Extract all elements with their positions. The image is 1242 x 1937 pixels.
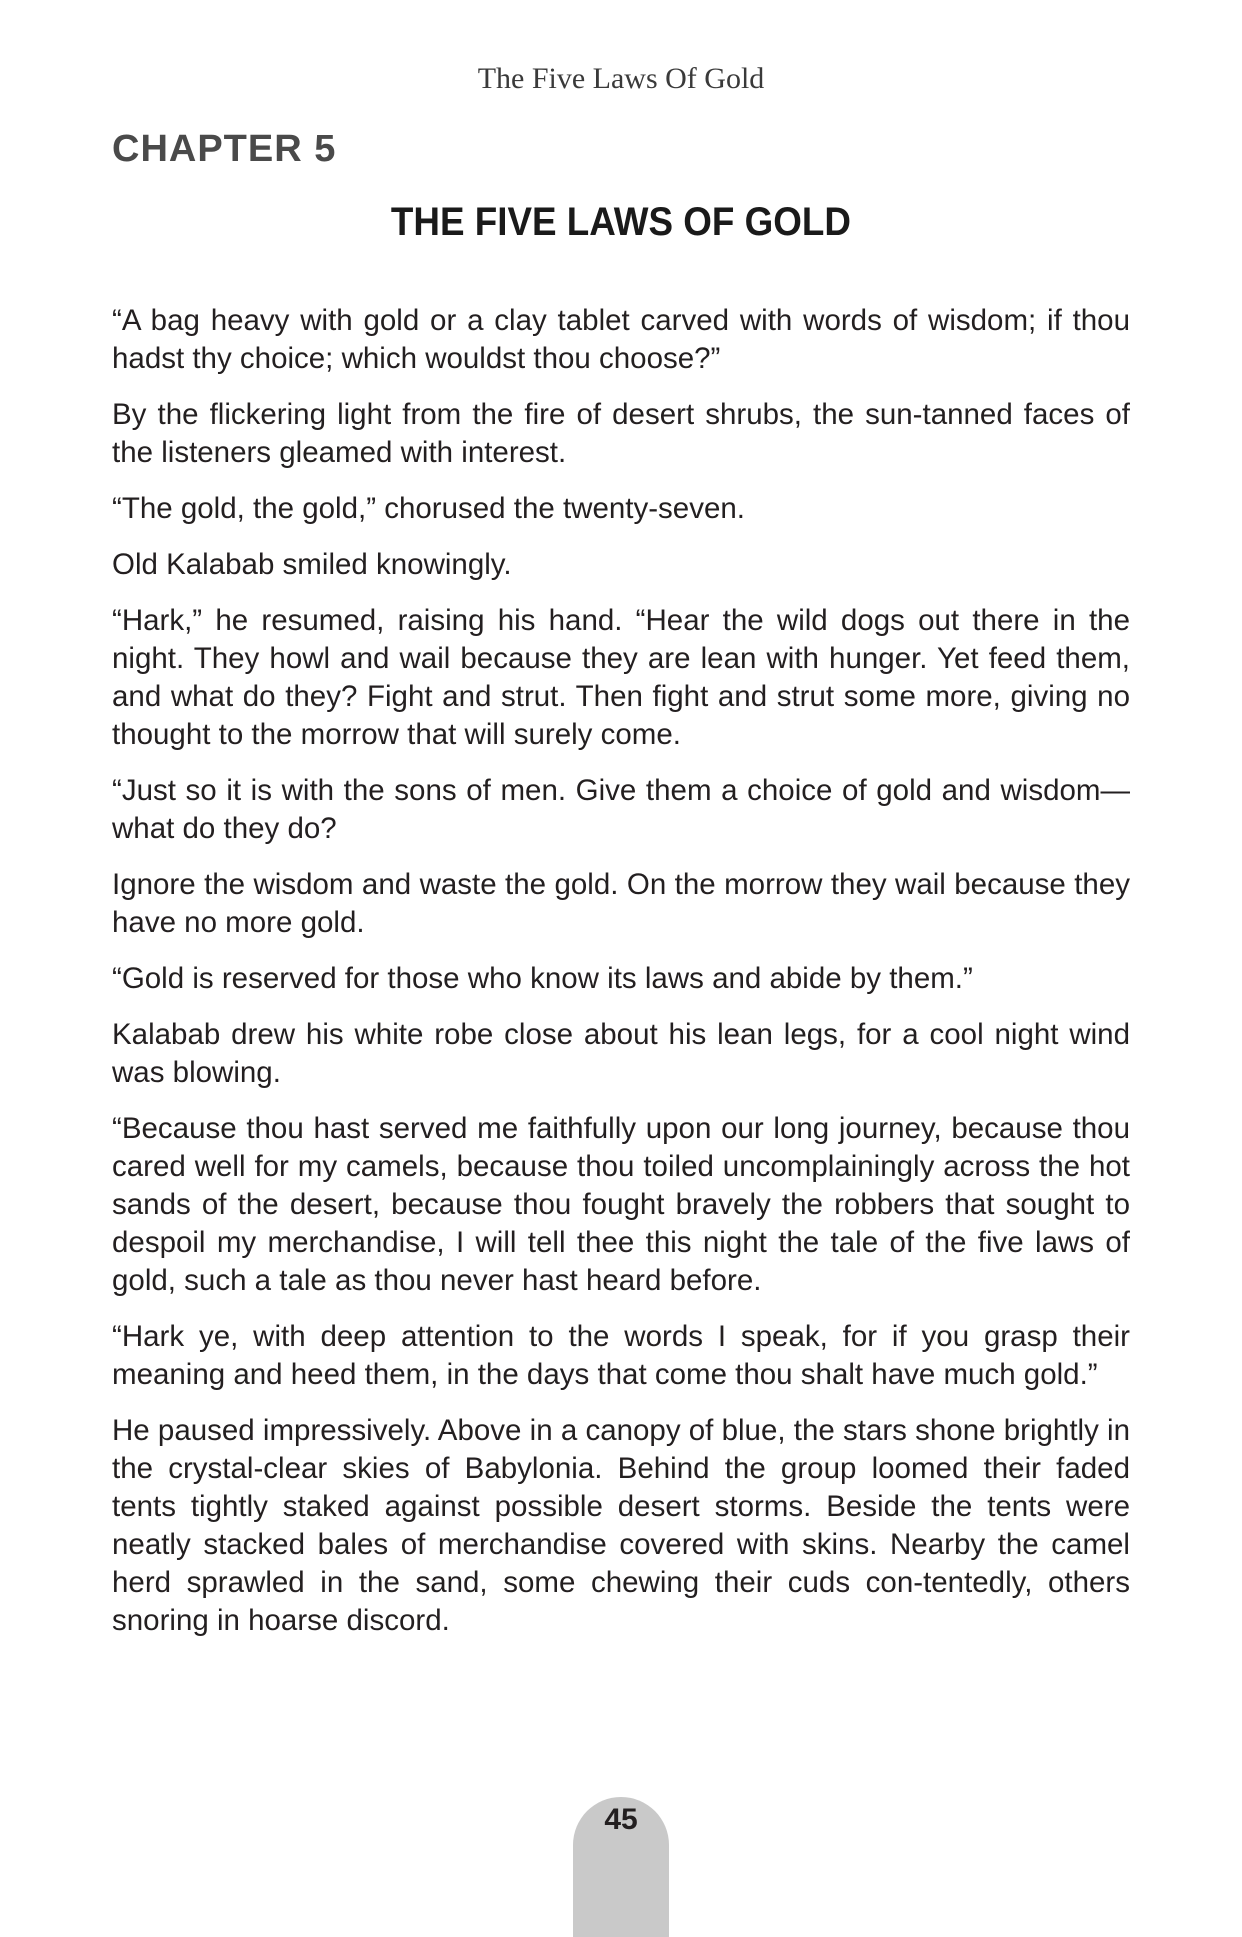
paragraph: “Gold is reserved for those who know its laws and abide by them.” xyxy=(112,962,973,995)
paragraph: “The gold, the gold,” chorused the twenty-seven. xyxy=(112,492,745,525)
chapter-title: THE FIVE LAWS OF GOLD xyxy=(390,200,851,244)
running-header: The Five Laws Of Gold xyxy=(477,62,765,95)
paragraph: Kalabab drew his white robe close about his lean legs, for a cool night wind was blowing. xyxy=(112,1018,1130,1089)
paragraph: Old Kalabab smiled knowingly. xyxy=(112,548,512,581)
paragraph: Ignore the wisdom and waste the gold. On the morrow they wail because they have no more gold. xyxy=(112,868,1130,939)
paragraph: “Because thou hast served me faithfully upon our long journey, because thou cared well for my camels, because thou toiled uncomplainingly across the hot sands of the desert, because thou fought bravely the robbers that sought to despoil my merchandise, I will tell thee this night the tale of the five laws of gold, such a tale as thou never hast heard before. xyxy=(112,1112,1130,1297)
chapter-label: CHAPTER 5 xyxy=(112,128,337,170)
paragraph: He paused impressively. Above in a canopy of blue, the stars shone brightly in the crystal-clear skies of Babylonia. Behind the group loomed their faded tents tightly staked against possible desert storms. Beside the tents were neatly stacked bales of merchandise covered with skins. Nearby the camel herd sprawled in the sand, some chewing their cuds con-tentedly, others snoring in hoarse discord. xyxy=(112,1414,1130,1637)
paragraph: “Hark,” he resumed, raising his hand. “Hear the wild dogs out there in the night. They howl and wail because they are lean with hunger. Yet feed them, and what do they? Fight and strut. Then fight and strut some more, giving no thought to the morrow that will surely come. xyxy=(112,604,1130,751)
paragraph: By the flickering light from the fire of desert shrubs, the sun-tanned faces of the listeners gleamed with interest. xyxy=(112,398,1130,469)
body-text xyxy=(112,302,1130,1658)
paragraph: “A bag heavy with gold or a clay tablet carved with words of wisdom; if thou hadst thy choice; which wouldst thou choose?” xyxy=(112,304,1130,375)
paragraph: “Hark ye, with deep attention to the words I speak, for if you grasp their meaning and heed them, in the days that come thou shalt have much gold.” xyxy=(112,1320,1130,1391)
page-number: 45 xyxy=(604,1803,638,1836)
paragraph: “Just so it is with the sons of men. Give them a choice of gold and wisdom—what do they do? xyxy=(112,774,1130,845)
